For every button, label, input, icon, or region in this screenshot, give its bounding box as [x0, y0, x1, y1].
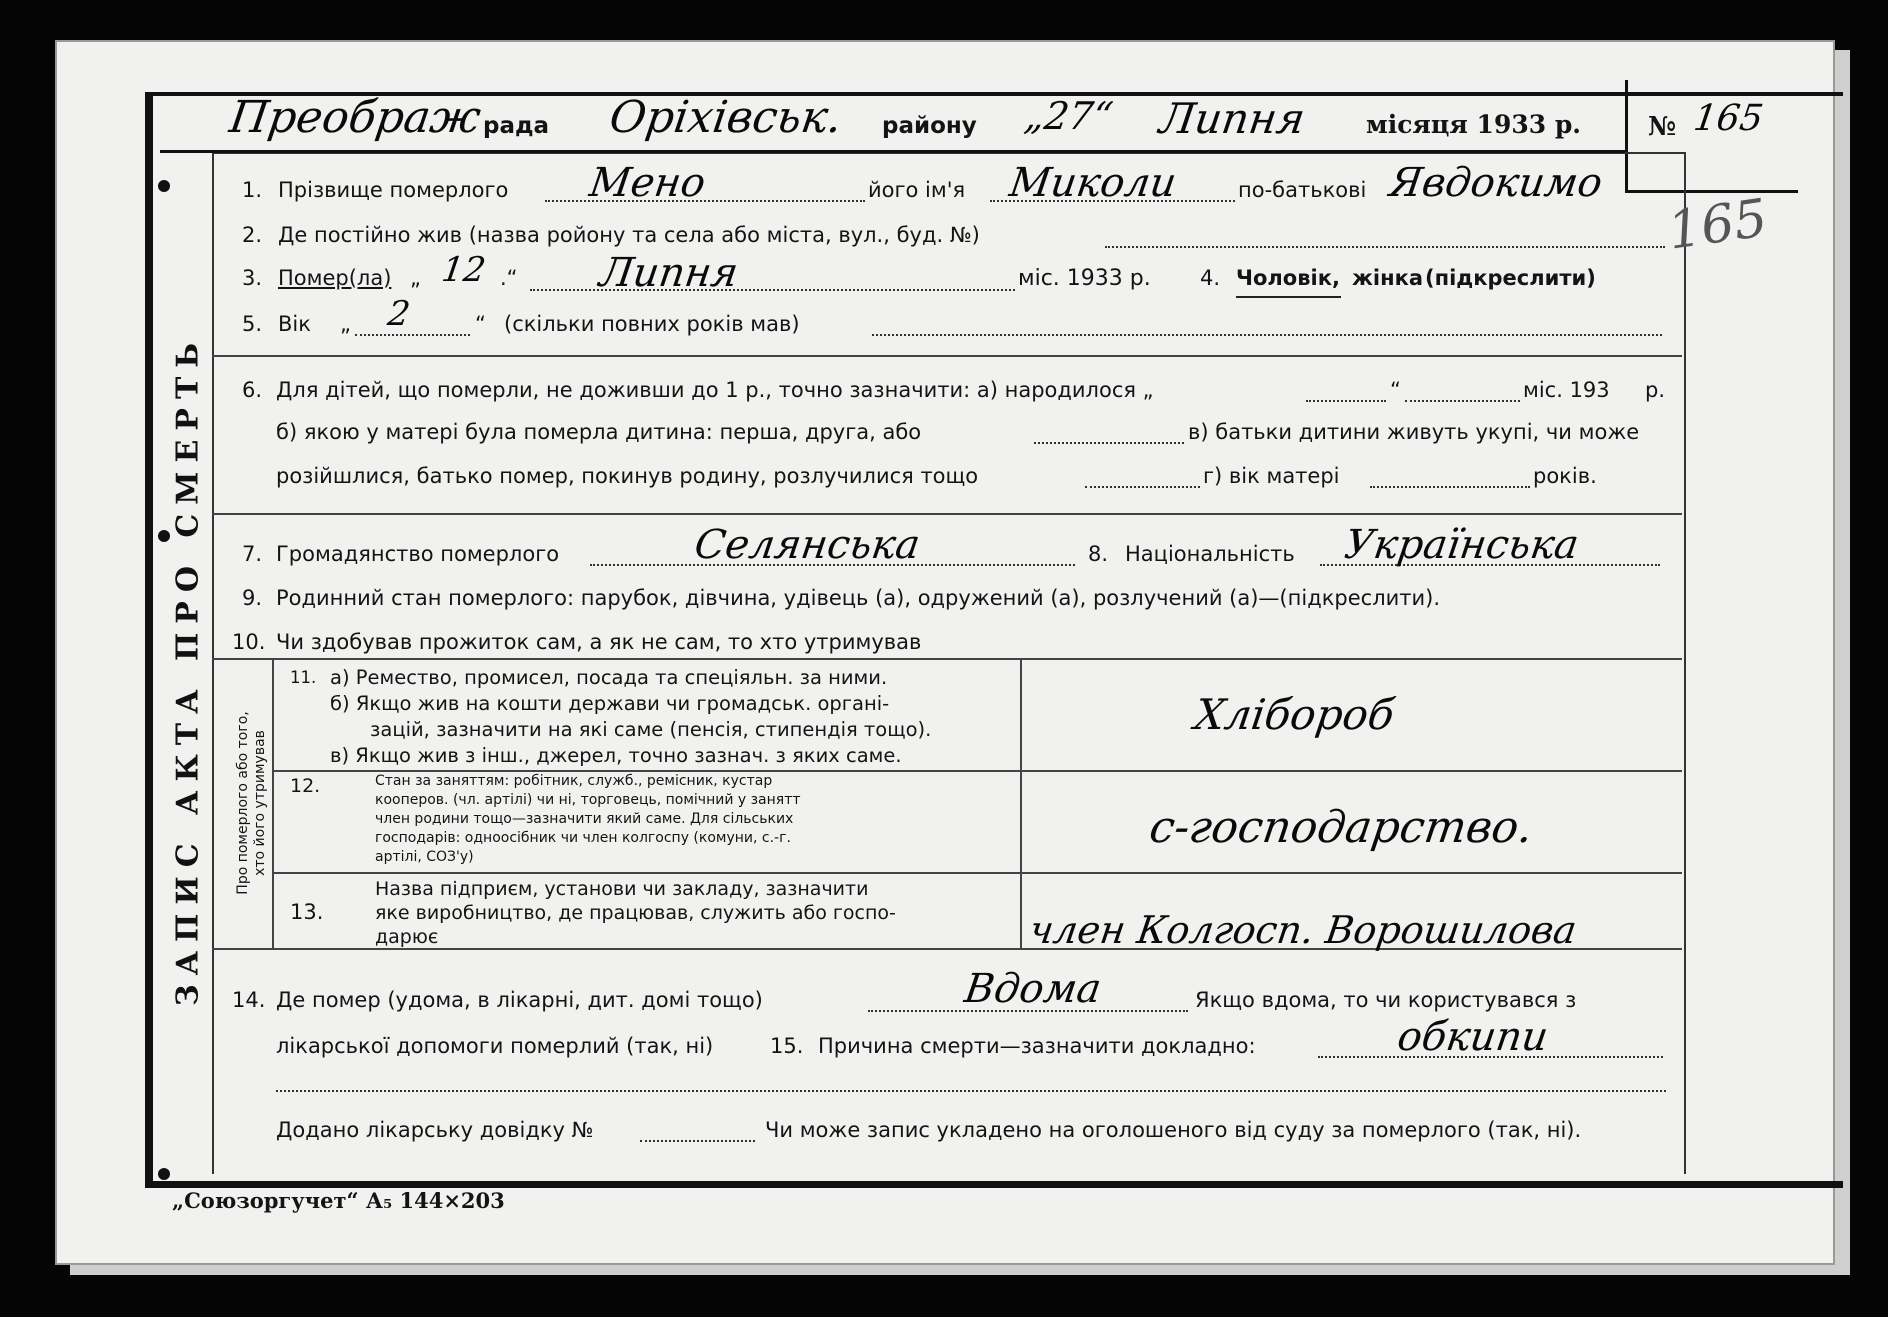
status-line-5: артілі, СОЗ'у) [375, 849, 474, 865]
occupation-b2: зацій, зазначити на які саме (пенсія, стипендія тощо). [370, 718, 932, 741]
section-divider [212, 513, 1682, 515]
citizenship-label: Громадянство померлого [276, 542, 560, 566]
vertical-note-1: Про померлого або того, [235, 711, 251, 895]
died-month-handwritten: Липня [596, 250, 741, 296]
marital-status-label: Родинний стан померлого: парубок, дівчина, удівець (а), одружений (а), розлучений (а)—(підкреслити). [276, 586, 1441, 610]
day-handwritten: „27“ [1021, 94, 1116, 138]
cause-handwritten: обкипи [1394, 1014, 1551, 1060]
workplace-handwritten: член Колгосп. Ворошилова [1026, 908, 1580, 952]
court-note: Чи може запис укладено на оголошеного від суду за померлого (так, ні). [765, 1118, 1582, 1142]
printer-mark: „Союзоргучет“ А₅ 144×203 [172, 1188, 505, 1213]
residence-line [1105, 246, 1665, 248]
name-label: його ім'я [868, 178, 966, 202]
occupation-handwritten: Хлібороб [1191, 690, 1398, 739]
children-line-2b: в) батьки дитини живуть укупі, чи може [1188, 420, 1640, 444]
workplace-line-1: Назва підприєм, установи чи закладу, зазначити [375, 878, 869, 900]
cause-number: 15. [770, 1034, 804, 1058]
children-order-line [1034, 442, 1184, 444]
side-title: ЗАПИС АКТА ПРО СМЕРТЬ [170, 333, 206, 1007]
children-line-3b: г) вік матері [1203, 464, 1340, 488]
status-handwritten: с-господарство. [1146, 802, 1537, 853]
table-column-rule [272, 658, 274, 948]
row-5-number: 5. [242, 312, 263, 336]
header-rule [160, 150, 1625, 153]
status-line-4: господарів: одноосібник чи член колгоспу (комуни, с.-г. [375, 830, 791, 846]
children-month-line [1405, 400, 1520, 402]
row-7-number: 7. [242, 542, 263, 566]
died-day-handwritten: 12 [439, 250, 489, 290]
surname-label: Прізвище померлого [278, 178, 509, 202]
children-line-2a: б) якою у матері була померла дитина: перша, друга, або [276, 420, 922, 444]
children-line-3a: розійшлися, батько помер, покинув родину, розлучилися тощо [276, 464, 979, 488]
section-divider [212, 355, 1682, 357]
month-year-label: місяця 1933 р. [1366, 110, 1582, 139]
village-handwritten: Преображ [226, 92, 484, 143]
nationality-handwritten: Українська [1341, 522, 1582, 568]
row-1-number: 1. [242, 178, 263, 202]
occupation-c: в) Якщо жив з інш., джерел, точно зазнач. з яких саме. [330, 744, 902, 767]
age-note-line [872, 334, 1662, 336]
gender-note: (підкреслити) [1425, 266, 1596, 290]
children-line-1: Для дітей, що померли, не доживши до 1 р., точно зазначити: а) народилося „ [276, 378, 1154, 402]
cause-label: Причина смерти—зазначити докладно: [818, 1034, 1256, 1058]
status-line-3: член родини тощо—зазначити який саме. Для сільських [375, 811, 794, 827]
occupation-b1: б) Якщо жив на кошти держави чи громадськ. органі- [330, 692, 890, 715]
name-handwritten: Миколи [1006, 160, 1180, 206]
row-12-number: 12. [290, 775, 321, 797]
row-11-number: 11. [290, 668, 317, 687]
number-handwritten: 165 [1691, 98, 1766, 139]
section-divider [212, 658, 1682, 660]
age-note: (скільки повних років мав) [504, 312, 800, 336]
children-born-line [1306, 400, 1386, 402]
age-close: “ [475, 312, 486, 336]
status-line-1: Стан за заняттям: робітник, служб., ремісник, кустар [375, 773, 773, 789]
patronymic-handwritten: Явдокимо [1386, 160, 1606, 206]
number-label: № [1648, 112, 1677, 142]
workplace-line-3: дарює [375, 926, 439, 948]
punch-hole [158, 180, 170, 192]
nationality-number: 8. [1088, 542, 1109, 566]
patronymic-label: по-батькові [1238, 178, 1367, 202]
medical-help-label: Якщо вдома, то чи користувався з [1195, 988, 1577, 1012]
died-year-label: міс. 1933 р. [1018, 266, 1151, 291]
income-label: Чи здобував прожиток сам, а як не сам, то хто утримував [276, 630, 922, 654]
place-of-death-label: Де помер (удома, в лікарні, дит. домі тощо) [276, 988, 763, 1012]
age-handwritten: 2 [385, 294, 413, 334]
row-2-number: 2. [242, 223, 263, 247]
vertical-note-2: хто його утримував [252, 730, 268, 876]
place-of-death-handwritten: Вдома [961, 966, 1105, 1012]
gender-female: жінка [1352, 266, 1424, 290]
died-day-close: .“ [500, 266, 518, 290]
district-handwritten: Оріхівськ. [606, 92, 846, 143]
children-year-r: р. [1645, 378, 1666, 402]
children-line-3c: років. [1533, 464, 1597, 488]
age-line [355, 334, 470, 336]
residence-label: Де постійно жив (назва ройону та села або міста, вул., буд. №) [278, 223, 980, 247]
died-label: Помер(ла) [278, 266, 392, 290]
table-column-rule [1020, 658, 1022, 948]
certificate-line [640, 1140, 755, 1142]
row-6-number: 6. [242, 378, 263, 402]
extra-line [276, 1090, 1666, 1092]
punch-hole [158, 1168, 170, 1180]
nationality-label: Національність [1125, 542, 1295, 566]
gender-number: 4. [1200, 266, 1221, 290]
died-day-open: „ [410, 266, 421, 290]
age-open: „ [340, 312, 351, 336]
row-13-number: 13. [290, 900, 324, 924]
raion-label: району [882, 113, 977, 139]
mother-age-line [1370, 486, 1530, 488]
month-handwritten: Липня [1156, 94, 1309, 143]
children-year: міс. 193 [1523, 378, 1610, 402]
status-line-2: кооперов. (чл. артілі) чи ні, торговець, помічний у занятт [375, 792, 801, 808]
workplace-line-2: яке виробництво, де працював, служить або госпо- [375, 902, 896, 924]
occupation-a: а) Ремество, промисел, посада та спеціяльн. за ними. [330, 666, 888, 689]
age-label: Вік [278, 312, 311, 336]
table-row-rule [272, 770, 1682, 772]
citizenship-handwritten: Селянська [691, 522, 923, 568]
surname-handwritten: Мено [586, 160, 709, 206]
row-9-number: 9. [242, 586, 263, 610]
row-14-number: 14. [232, 988, 266, 1012]
medical-help-label-2: лікарської допомоги померлий (так, ні) [276, 1034, 714, 1058]
table-row-rule [272, 872, 1682, 874]
children-line-1-tail: “ [1390, 378, 1401, 402]
certificate-label: Додано лікарську довідку № [276, 1118, 594, 1142]
rada-label: рада [483, 113, 550, 139]
gender-underline [1236, 296, 1341, 298]
row-3-number: 3. [242, 266, 263, 290]
margin-number-handwritten: 165 [1664, 188, 1771, 262]
row-10-number: 10. [232, 630, 266, 654]
gender-male: Чоловік, [1236, 266, 1340, 290]
children-parents-line [1085, 486, 1200, 488]
